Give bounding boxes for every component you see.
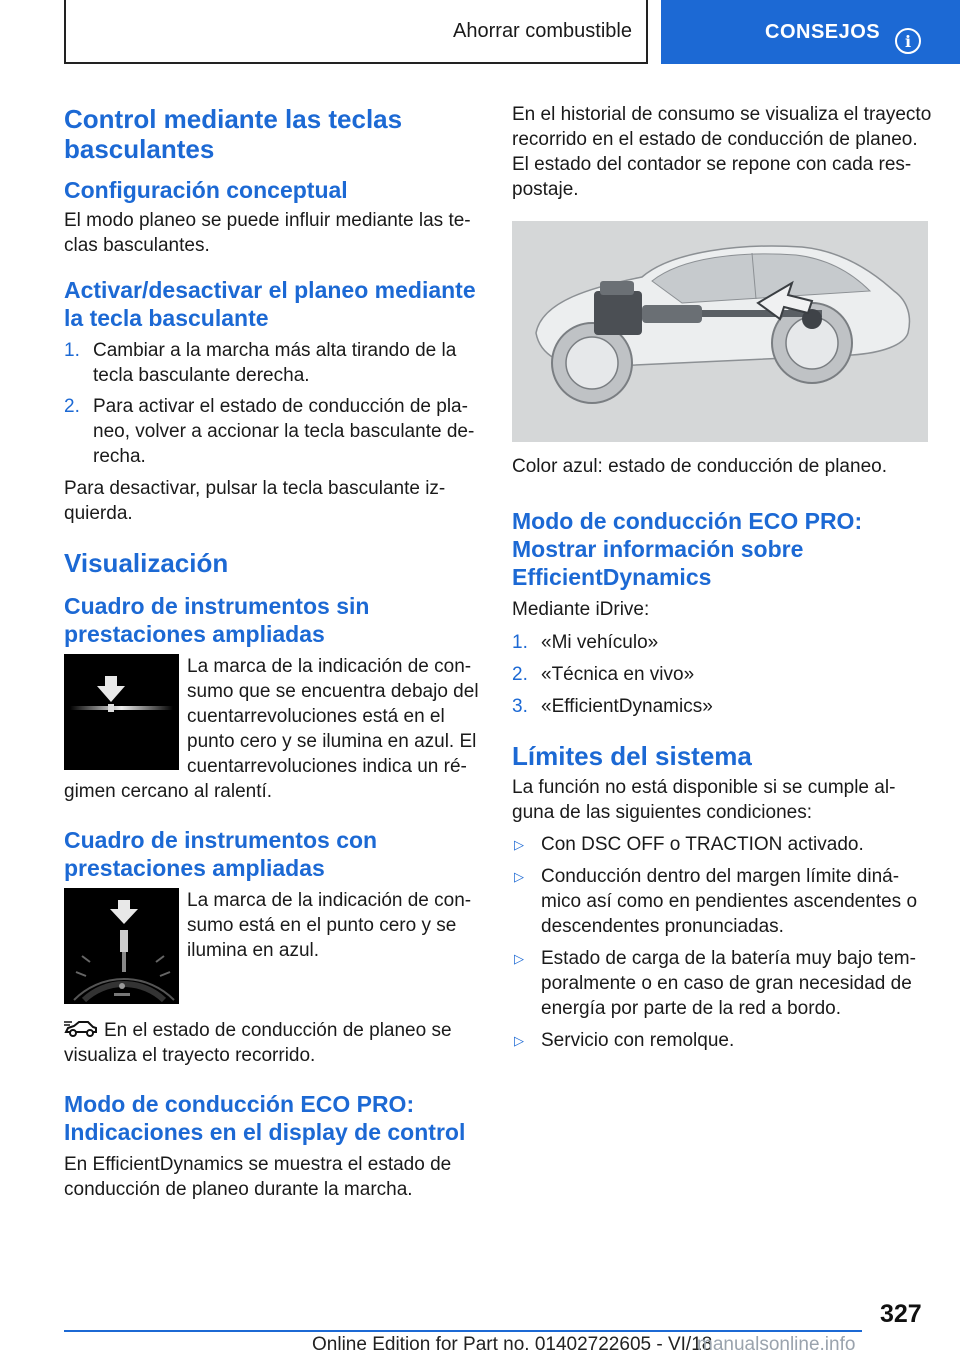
block-sin-prestaciones	[64, 654, 480, 804]
heading-visualizacion: Visualización	[64, 548, 229, 578]
left-column	[64, 100, 480, 1202]
heading-eco-info: Modo de conducción ECO PRO: Mostrar información sobre EfficientDynamics	[512, 508, 863, 590]
text-con-prestaciones: La marca de la indicación de con‐ sumo está en el punto cero y se ilumina en azul.	[187, 890, 472, 961]
list-item: ▷ Servicio con remolque.	[514, 1030, 735, 1051]
list-item: 1. «Mi vehículo»	[512, 632, 659, 653]
list-item: 2. Para activar el estado de conducción de pla‐ neo, volver a accionar la tecla basculante de‐ recha.	[64, 396, 475, 467]
car-drivetrain-figure	[512, 221, 928, 442]
section-tab	[64, 0, 648, 64]
text-limites: La función no está disponible si se cumple al‐ guna de las siguientes condiciones:	[512, 777, 896, 823]
steps-activar	[64, 338, 480, 469]
list-item: ▷ Estado de carga de la batería muy bajo tem‐ poralmente o en caso de gran necesidad de energía por parte de la red a bordo.	[514, 948, 916, 1019]
block-con-prestaciones	[64, 888, 480, 1004]
arrow-down-icon	[64, 654, 179, 770]
arrow-down-icon	[64, 888, 179, 1004]
info-icon: i	[895, 28, 921, 54]
instrument-image-extended	[64, 888, 179, 1004]
edition-text: Online Edition for Part no. 01402722605 - VI/18	[312, 1334, 713, 1355]
list-item: 2. «Técnica en vivo»	[512, 664, 695, 685]
car-illustration	[512, 221, 928, 442]
heading-sin-prestaciones: Cuadro de instrumentos sin prestaciones ampliadas	[64, 593, 370, 647]
text-configuracion: El modo planeo se puede influir mediante las te‐ clas basculantes.	[64, 210, 471, 256]
steps-idrive	[512, 630, 932, 719]
figure-caption: Color azul: estado de conducción de planeo.	[512, 456, 887, 477]
list-item: 1. Cambiar a la marcha más alta tirando de la tecla basculante derecha.	[64, 340, 457, 386]
list-item: ▷ Conducción dentro del margen límite diná‐ mico así como en pendientes ascendentes o descendentes pronunciadas.	[514, 866, 918, 937]
text-eco-display: En EfficientDynamics se muestra el estado de conducción de planeo durante la marcha.	[64, 1154, 452, 1200]
text-desactivar: Para desactivar, pulsar la tecla basculante iz‐ quierda.	[64, 478, 446, 524]
text-trayecto: En el estado de conducción de planeo se visualiza el trayecto recorrido.	[64, 1020, 452, 1066]
instrument-image-basic	[64, 654, 179, 770]
heading-control-teclas: Control mediante las teclas basculantes	[64, 104, 403, 164]
list-item: 3. «EfficientDynamics»	[512, 696, 713, 717]
right-column	[512, 100, 932, 1053]
coasting-car-icon	[64, 1018, 98, 1038]
section-title: Ahorrar combustible	[453, 19, 632, 42]
bullets-limites	[512, 832, 932, 1053]
footer-divider	[64, 1330, 862, 1332]
heading-con-prestaciones: Cuadro de instrumentos con prestaciones ampliadas	[64, 827, 378, 881]
text-historial: En el historial de consumo se visualiza el trayecto recorrido en el estado de conducción de planeo. El estado del contador se repone con cada res‐ postaje.	[512, 104, 932, 200]
heading-limites: Límites del sistema	[512, 741, 752, 771]
text-sin-prestaciones: La marca de la indicación de con‐ sumo que se encuentra debajo del cuentarrevoluciones está en el punto cero y se ilumina en azul. El cuentarrevoluciones indica un ré‐ gimen cercano al ralentí.	[64, 656, 479, 802]
watermark-text: manualsonline.info	[697, 1334, 856, 1355]
heading-configuracion: Configuración conceptual	[64, 177, 348, 203]
page-number: 327	[880, 1300, 922, 1328]
list-item: ▷ Con DSC OFF o TRACTION activado.	[514, 834, 864, 855]
heading-activar-desactivar: Activar/desactivar el planeo mediante la tecla basculante	[64, 277, 476, 331]
text-idrive: Mediante iDrive:	[512, 599, 650, 620]
heading-eco-display: Modo de conducción ECO PRO: Indicaciones en el display de control	[64, 1091, 466, 1145]
chapter-title: CONSEJOS	[765, 20, 881, 43]
page-header	[0, 0, 960, 66]
